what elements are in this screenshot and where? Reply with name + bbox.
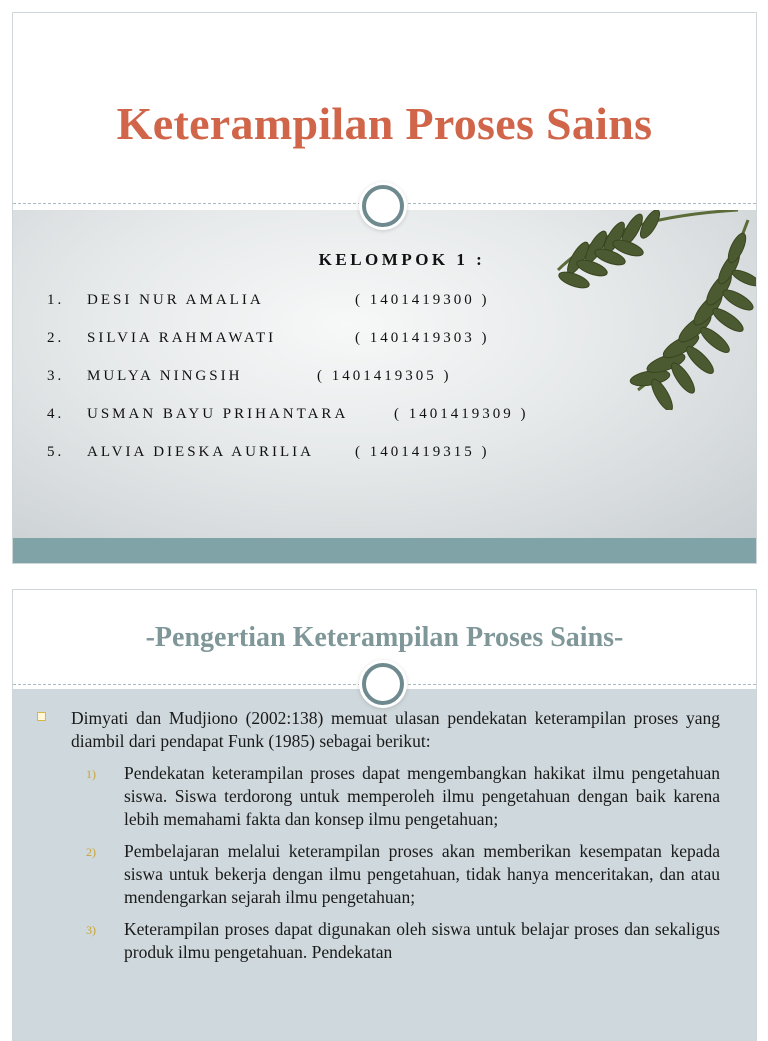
member-id: ( 1401419303 ) — [355, 330, 490, 346]
square-bullet-icon — [37, 712, 46, 721]
member-id: ( 1401419315 ) — [355, 444, 490, 460]
member-item: 5. ALVIA DIESKA AURILIA ( 1401419315 ) — [47, 444, 490, 460]
member-item: 1. DESI NUR AMALIA ( 1401419300 ) — [47, 292, 490, 308]
list-item: 2) Pembelajaran melalui keterampilan proses akan memberikan kesempatan kepada siswa untuk bekerja dengan ilmu pengetahuan, tidak hanya menceritakan, dan atau mendengarkan sejarah ilmu pengetahuan; — [86, 841, 720, 907]
slide-title: Keterampilan Proses Sains — [116, 98, 653, 149]
circle-ornament-icon — [362, 663, 404, 705]
slide-body — [51, 707, 720, 964]
list-item: 1) Pendekatan keterampilan proses dapat mengembangkan hakikat ilmu pengetahuan siswa. Siswa terdorong untuk memperoleh ilmu pengetahuan dengan baik karena lebih memahami fakta dan konsep ilmu pengetahuan; — [86, 763, 720, 829]
content-panel — [13, 689, 756, 1040]
content-panel — [13, 210, 756, 538]
member-name: USMAN BAYU PRIHANTARA — [87, 406, 349, 422]
accent-bar — [13, 538, 756, 563]
member-name: SILVIA RAHMAWATI — [87, 330, 277, 346]
group-title: KELOMPOK 1 : — [318, 250, 486, 269]
member-name: MULYA NINGSIH — [87, 368, 243, 384]
member-name: DESI NUR AMALIA — [87, 292, 264, 308]
member-id: ( 1401419309 ) — [394, 406, 529, 422]
member-id: ( 1401419300 ) — [355, 292, 490, 308]
fern-leaf-image — [538, 210, 756, 410]
circle-ornament-icon — [362, 185, 404, 227]
member-item: 4. USMAN BAYU PRIHANTARA ( 1401419309 ) — [47, 406, 529, 422]
definition-slide — [12, 589, 757, 1041]
slide-title: -Pengertian Keterampilan Proses Sains- — [145, 622, 624, 653]
member-item: 2. SILVIA RAHMAWATI ( 1401419303 ) — [47, 330, 490, 346]
member-id: ( 1401419305 ) — [317, 368, 452, 384]
title-slide — [12, 12, 757, 564]
member-item: 3. MULYA NINGSIH ( 1401419305 ) — [47, 368, 452, 384]
list-item: 3) Keterampilan proses dapat digunakan oleh siswa untuk belajar proses dan sekaligus produk ilmu pengetahuan. Pendekatan — [86, 919, 720, 962]
member-name: ALVIA DIESKA AURILIA — [87, 444, 314, 460]
intro-paragraph: Dimyati dan Mudjiono (2002:138) memuat ulasan pendekatan keterampilan proses yang diambil dari pendapat Funk (1985) sebagai berikut: — [71, 707, 720, 753]
